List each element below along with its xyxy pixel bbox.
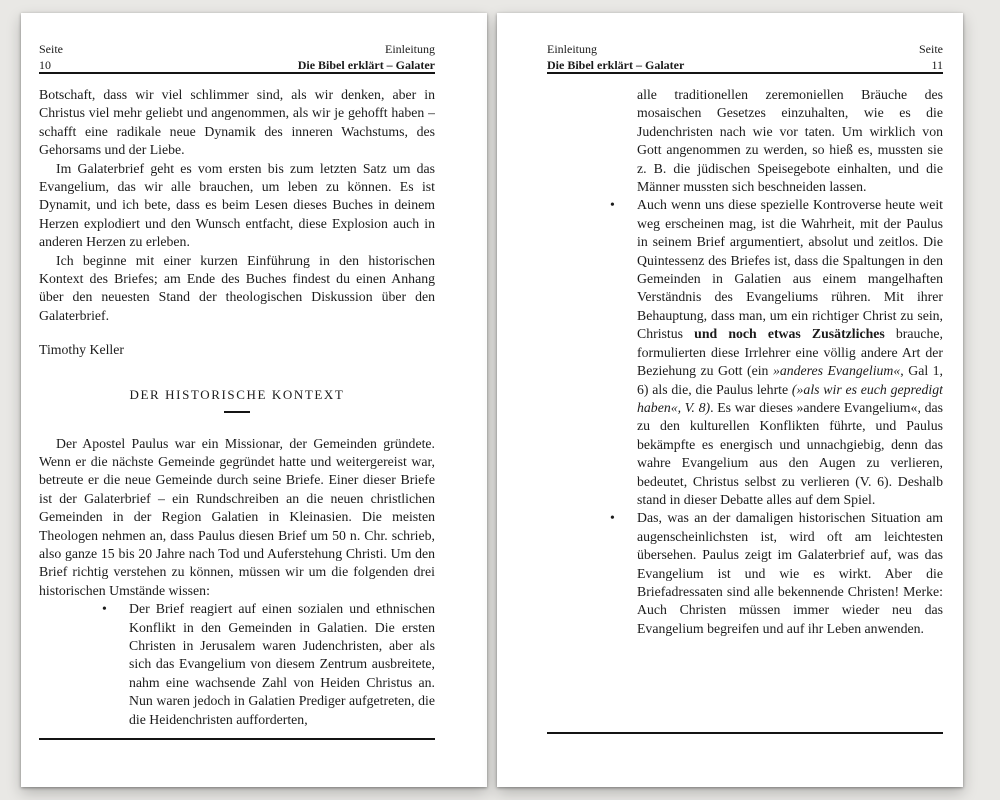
page-number: 10 — [39, 57, 51, 72]
list-item-text: Auch wenn uns diese spezielle Kontroverse heute weit weg erscheinen mag, ist die Wahrheit, mit der Paulus in seinem Brief argumentiert, absolut und zeitlos. Die Quintessenz des Briefes ist, dass die Spaltungen in den Gemeinden in Galatien aus einem mangelhaften Verständnis des Evangeliums rühren. Mit ihrer Behauptung, dass man, um ein richtiger Christ zu sein, Christus und noch etwas Zusätzliches brauche, formulierten diese Irrlehrer eine völlig andere Art der Beziehung zu Gott (ein »anderes Evangelium«, Gal 1, 6) als die, die Paulus lehrte (»als wir es euch gepredigt haben«, V. 8). Es war dieses »andere Evangelium«, das zu den kulturellen Konflikten führte, und Paulus bekämpfte es energisch und unnachgiebig, denn das wahre Evangelium aus den Augen zu verlieren, bedeutet, Christus selbst zu verlieren (V. 6). Deshalb stand in dieser Debatte alles auf dem Spiel. — [637, 197, 943, 507]
footer-rule — [547, 732, 943, 734]
paragraph: Ich beginne mit einer kurzen Einführung in den historischen Kontext des Briefes; am Ende des Buches findest du einen Anhang über den neuesten Stand der theologischen Diskussion über den Galaterbrief. — [39, 252, 435, 323]
chapter-label: Einleitung — [547, 42, 597, 56]
page-body-right — [547, 86, 943, 731]
bullet-marker: • — [610, 197, 615, 213]
header-rule — [547, 72, 943, 74]
list-item — [547, 509, 943, 638]
paragraph: Der Apostel Paulus war ein Missionar, der Gemeinden gründete. Wenn er die nächste Gemeinde gegründet hatte und weitergereist war, betreute er die neue Gemeinde durch seine Briefe. Einer dieser Briefe ist der Galaterbrief – ein Rundschreiben an die neuen christlichen Gemeinden in der Region Galatien in Kleinasien. Die meisten Theologen nehmen an, dass Paulus diesen Brief um 50 n. Chr. schrieb, also ganze 15 bis 20 Jahre nach Tod und Auferstehung Christi. Um den Brief richtig verstehen zu können, müssen wir um die folgenden drei historischen Umstände wissen: — [39, 435, 435, 598]
paragraph: Im Galaterbrief geht es vom ersten bis zum letzten Satz um das Evangelium, das wir alle brauchen, um leben zu können. Es ist Dynamit, und ich bete, dass es beim Lesen dieses Buches in deinem Herzen explodiert und den Wunsch entfacht, diese Explosion auch in anderen Herzen zu erleben. — [39, 160, 435, 250]
page-word-label: Seite — [919, 42, 943, 56]
page-body-left — [39, 86, 435, 731]
page-number: 11 — [931, 57, 943, 72]
book-title: Die Bibel erklärt – Galater — [547, 57, 685, 72]
section-heading-block — [39, 386, 435, 413]
page-header-left — [39, 42, 435, 73]
page-header-right — [547, 42, 943, 73]
list-item — [39, 600, 435, 729]
section-heading-rule — [224, 411, 250, 413]
running-title-block — [547, 42, 684, 73]
list-item-text: Das, was an der damaligen historischen Situation am augenscheinlichsten ist, wird oft am leichtesten übersehen. Paulus zeigt im Galaterbrief auf, was das Evangelium ist und wie es wirkt. Aber die Briefadressaten sind alle bekennende Christen! Merke: Auch Christen müssen immer wieder neu das Evangelium begreifen und auf ihr Leben anwenden. — [637, 510, 943, 636]
page-right — [497, 13, 963, 787]
page-number-block — [919, 42, 943, 73]
list-item-continuation: alle traditionellen zeremoniellen Bräuche des mosaischen Gesetzes einzuhalten, wie es die Judenchristen nach wie vor taten. Um wirklich von Gott angenommen zu werden, so hieß es, mussten sie z. B. die jüdischen Speisegebote einhalten, und die Männer mussten sich beschneiden lassen. — [637, 87, 943, 195]
footer-rule — [39, 738, 435, 740]
bullet-marker: • — [102, 601, 107, 617]
list-item-text: Der Brief reagiert auf einen sozialen und ethnischen Konflikt in den Gemeinden in Galatien. Die ersten Christen in Jerusalem waren Judenchristen, aber als sich das Evangelium von diesem Zentrum ausbreitete, nahm eine wachsende Zahl von Heiden Christus an. Nun waren jedoch in Galatien Prediger aufgetreten, die die Heidenchristen aufforderten, — [129, 601, 435, 727]
bullet-marker: • — [610, 510, 615, 526]
page-number-block — [39, 42, 63, 73]
author-name: Timothy Keller — [39, 342, 124, 358]
page-left — [21, 13, 487, 787]
list-item — [547, 196, 943, 509]
header-rule — [39, 72, 435, 74]
page-word-label: Seite — [39, 42, 63, 56]
paragraph-continuation: Botschaft, dass wir viel schlimmer sind, als wir denken, aber in Christus viel mehr geliebt und angenommen, als wir je gehofft haben – schafft eine radikale neue Dynamik des inneren Wachstums, des Gehorsams und der Liebe. — [39, 87, 435, 158]
book-title: Die Bibel erklärt – Galater — [297, 57, 435, 72]
running-title-block — [298, 42, 435, 73]
chapter-label: Einleitung — [385, 42, 435, 56]
section-heading: DER HISTORISCHE KONTEXT — [129, 386, 345, 402]
